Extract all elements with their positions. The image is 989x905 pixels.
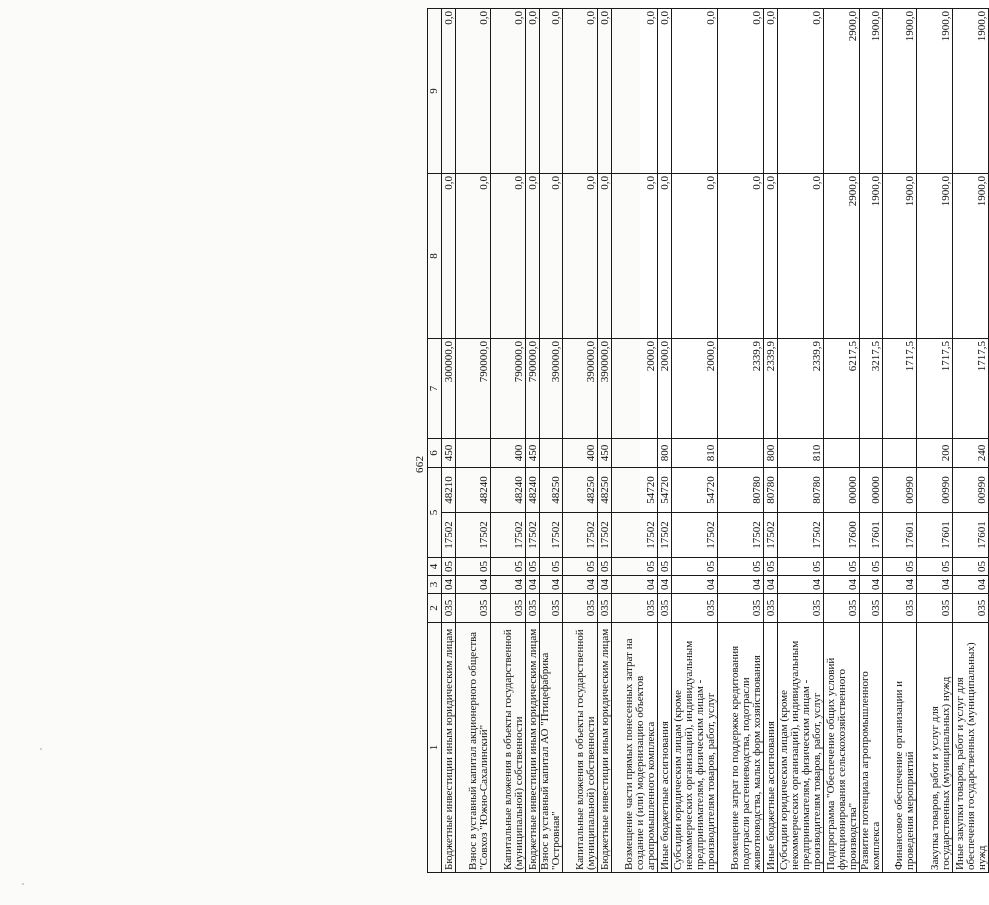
row-value-cell: 80780 xyxy=(718,468,764,513)
row-value-cell: 2339,9 xyxy=(718,339,764,439)
row-value-cell: 04 xyxy=(491,576,526,594)
row-value-cell: 04 xyxy=(764,576,778,594)
row-value-cell: 04 xyxy=(860,576,883,594)
row-name-cell: Взнос в уставный капитал АО "Птицефабрика "Островная" xyxy=(540,623,563,873)
row-value-cell xyxy=(860,439,883,468)
row-value-cell: 2339,9 xyxy=(764,339,778,439)
row-value-cell: 2900,0 xyxy=(824,9,860,174)
row-value-cell xyxy=(456,439,491,468)
table-row xyxy=(672,9,718,873)
row-value-cell: 6217,5 xyxy=(824,339,860,439)
table-row xyxy=(917,9,953,873)
row-value-cell: 790000,0 xyxy=(526,339,540,439)
row-value-cell: 0,0 xyxy=(718,174,764,339)
row-value-cell: 17601 xyxy=(860,513,883,558)
row-value-cell: 390000,0 xyxy=(563,339,598,439)
row-value-cell: 00990 xyxy=(953,468,989,513)
table-row xyxy=(598,9,612,873)
row-value-cell: 0,0 xyxy=(442,174,456,339)
row-value-cell: 48240 xyxy=(526,468,540,513)
row-name-cell: Бюджетные инвестиции иным юридическим лицам xyxy=(526,623,540,873)
row-value-cell: 0,0 xyxy=(540,174,563,339)
row-value-cell: 17502 xyxy=(540,513,563,558)
row-value-cell: 0,0 xyxy=(563,174,598,339)
row-value-cell: 04 xyxy=(824,576,860,594)
row-value-cell: 17502 xyxy=(456,513,491,558)
row-name-cell: Подпрограмма "Обеспечение общих условий функционирования сельскохозяйственного производства" xyxy=(824,623,860,873)
row-value-cell: 48240 xyxy=(456,468,491,513)
row-value-cell: 035 xyxy=(491,594,526,623)
row-value-cell: 0,0 xyxy=(612,174,658,339)
row-value-cell: 800 xyxy=(764,439,778,468)
row-value-cell: 0,0 xyxy=(778,174,824,339)
row-value-cell: 04 xyxy=(672,576,718,594)
row-value-cell: 0,0 xyxy=(764,9,778,174)
header-cell: 7 xyxy=(428,339,442,439)
row-value-cell: 04 xyxy=(778,576,824,594)
row-value-cell: 035 xyxy=(824,594,860,623)
row-value-cell: 17601 xyxy=(917,513,953,558)
header-cell: 8 xyxy=(428,174,442,339)
row-value-cell: 1900,0 xyxy=(953,9,989,174)
row-value-cell: 05 xyxy=(718,558,764,576)
row-value-cell: 035 xyxy=(563,594,598,623)
row-value-cell: 54720 xyxy=(672,468,718,513)
row-value-cell: 0,0 xyxy=(778,9,824,174)
row-name-cell: Иные бюджетные ассигнования xyxy=(658,623,672,873)
row-value-cell: 05 xyxy=(778,558,824,576)
row-name-cell: Возмещение части прямых понесенных затрат на создание и (или) модернизацию объектов агропромышленного комплекса xyxy=(612,623,658,873)
row-name-cell: Субсидии юридическим лицам (кроме некоммерческих организаций), индивидуальным предпринимателям, физическим лицам - производителям товаров, работ, услуг xyxy=(672,623,718,873)
row-value-cell: 035 xyxy=(672,594,718,623)
row-name-cell: Капитальные вложения в объекты государственной (муниципальной) собственности xyxy=(491,623,526,873)
row-value-cell: 80780 xyxy=(778,468,824,513)
row-value-cell: 04 xyxy=(612,576,658,594)
row-name-cell: Бюджетные инвестиции иным юридическим лицам xyxy=(598,623,612,873)
row-value-cell: 790000,0 xyxy=(491,339,526,439)
row-value-cell: 05 xyxy=(491,558,526,576)
row-name-cell: Субсидии юридическим лицам (кроме некоммерческих организаций), индивидуальным предпринимателям, физическим лицам - производителям товаров, работ, услуг xyxy=(778,623,824,873)
budget-table xyxy=(427,8,989,873)
row-name-cell: Взнос в уставный капитал акционерного общества "Совхоз "Южно-Сахалинский" xyxy=(456,623,491,873)
header-cell: 1 xyxy=(428,623,442,873)
row-value-cell: 790000,0 xyxy=(456,339,491,439)
row-value-cell: 04 xyxy=(540,576,563,594)
row-value-cell: 17502 xyxy=(778,513,824,558)
table-row xyxy=(442,9,456,873)
row-value-cell: 390000,0 xyxy=(540,339,563,439)
row-value-cell: 810 xyxy=(672,439,718,468)
row-value-cell: 400 xyxy=(563,439,598,468)
row-value-cell: 05 xyxy=(540,558,563,576)
page-number: 662 xyxy=(414,455,426,473)
row-value-cell: 035 xyxy=(953,594,989,623)
row-value-cell: 48250 xyxy=(540,468,563,513)
row-value-cell: 17502 xyxy=(442,513,456,558)
row-value-cell: 2900,0 xyxy=(824,174,860,339)
row-value-cell: 05 xyxy=(658,558,672,576)
row-value-cell: 04 xyxy=(953,576,989,594)
table-row xyxy=(526,9,540,873)
row-value-cell: 035 xyxy=(540,594,563,623)
table-row xyxy=(764,9,778,873)
row-value-cell: 17502 xyxy=(563,513,598,558)
row-value-cell: 00000 xyxy=(824,468,860,513)
row-value-cell: 2000,0 xyxy=(612,339,658,439)
row-value-cell: 17502 xyxy=(526,513,540,558)
table-row xyxy=(778,9,824,873)
row-value-cell: 17502 xyxy=(658,513,672,558)
row-value-cell: 035 xyxy=(442,594,456,623)
row-value-cell: 450 xyxy=(442,439,456,468)
row-value-cell: 48240 xyxy=(491,468,526,513)
row-value-cell: 035 xyxy=(456,594,491,623)
row-value-cell: 035 xyxy=(860,594,883,623)
row-value-cell: 04 xyxy=(917,576,953,594)
row-value-cell: 48250 xyxy=(598,468,612,513)
row-value-cell: 17502 xyxy=(491,513,526,558)
row-name-cell: Развитие потенциала агропромышленного комплекса xyxy=(860,623,883,873)
row-value-cell: 0,0 xyxy=(540,9,563,174)
row-value-cell: 04 xyxy=(718,576,764,594)
row-value-cell: 17502 xyxy=(764,513,778,558)
row-value-cell: 0,0 xyxy=(672,174,718,339)
header-cell: 4 xyxy=(428,558,442,576)
row-value-cell: 2000,0 xyxy=(658,339,672,439)
row-value-cell: 1717,5 xyxy=(953,339,989,439)
row-value-cell xyxy=(612,439,658,468)
row-value-cell: 04 xyxy=(442,576,456,594)
row-value-cell: 05 xyxy=(442,558,456,576)
table-row xyxy=(540,9,563,873)
row-value-cell: 400 xyxy=(491,439,526,468)
row-value-cell: 300000,0 xyxy=(442,339,456,439)
row-value-cell: 04 xyxy=(883,576,917,594)
row-value-cell: 240 xyxy=(953,439,989,468)
row-value-cell: 05 xyxy=(563,558,598,576)
header-cell: 3 xyxy=(428,576,442,594)
row-value-cell xyxy=(883,439,917,468)
row-value-cell: 05 xyxy=(953,558,989,576)
row-value-cell: 04 xyxy=(658,576,672,594)
row-value-cell: 035 xyxy=(526,594,540,623)
table-row xyxy=(491,9,526,873)
row-value-cell: 0,0 xyxy=(563,9,598,174)
row-value-cell: 04 xyxy=(526,576,540,594)
row-value-cell: 810 xyxy=(778,439,824,468)
row-value-cell: 00000 xyxy=(860,468,883,513)
row-name-cell: Капитальные вложения в объекты государственной (муниципальной) собственности xyxy=(563,623,598,873)
header-cell: 9 xyxy=(428,9,442,174)
row-value-cell: 00990 xyxy=(917,468,953,513)
row-value-cell: 0,0 xyxy=(612,9,658,174)
row-value-cell: 04 xyxy=(598,576,612,594)
row-value-cell: 035 xyxy=(658,594,672,623)
row-value-cell: 2000,0 xyxy=(672,339,718,439)
row-value-cell: 1717,5 xyxy=(917,339,953,439)
row-value-cell: 0,0 xyxy=(598,9,612,174)
row-name-cell: Финансовое обеспечение организации и проведения мероприятий xyxy=(883,623,917,873)
row-value-cell: 05 xyxy=(526,558,540,576)
header-cell: 5 xyxy=(428,468,442,558)
row-value-cell: 1900,0 xyxy=(917,174,953,339)
row-value-cell: 0,0 xyxy=(526,9,540,174)
table-row xyxy=(953,9,989,873)
row-value-cell: 035 xyxy=(778,594,824,623)
row-value-cell: 1900,0 xyxy=(883,174,917,339)
scan-speck xyxy=(40,748,42,750)
row-name-cell: Иные закупки товаров, работ и услуг для обеспечения государственных (муниципальных) нужд xyxy=(953,623,989,873)
row-value-cell: 1900,0 xyxy=(883,9,917,174)
row-value-cell: 035 xyxy=(764,594,778,623)
row-value-cell: 17502 xyxy=(598,513,612,558)
row-value-cell: 0,0 xyxy=(526,174,540,339)
row-value-cell: 0,0 xyxy=(718,9,764,174)
table-body xyxy=(428,9,989,873)
row-value-cell: 05 xyxy=(456,558,491,576)
row-value-cell: 0,0 xyxy=(764,174,778,339)
row-value-cell: 1900,0 xyxy=(953,174,989,339)
row-value-cell: 04 xyxy=(456,576,491,594)
row-value-cell: 80780 xyxy=(764,468,778,513)
row-value-cell: 54720 xyxy=(658,468,672,513)
row-value-cell: 05 xyxy=(598,558,612,576)
row-value-cell xyxy=(540,439,563,468)
row-value-cell: 0,0 xyxy=(456,9,491,174)
row-value-cell: 05 xyxy=(883,558,917,576)
row-value-cell: 035 xyxy=(718,594,764,623)
row-value-cell: 05 xyxy=(917,558,953,576)
row-value-cell: 1717,5 xyxy=(883,339,917,439)
row-value-cell: 17502 xyxy=(672,513,718,558)
row-value-cell: 035 xyxy=(883,594,917,623)
row-value-cell: 0,0 xyxy=(672,9,718,174)
table-row xyxy=(456,9,491,873)
row-value-cell: 2339,9 xyxy=(778,339,824,439)
row-value-cell: 0,0 xyxy=(442,9,456,174)
row-value-cell: 450 xyxy=(526,439,540,468)
row-value-cell: 450 xyxy=(598,439,612,468)
row-value-cell: 200 xyxy=(917,439,953,468)
row-value-cell xyxy=(718,439,764,468)
table-row xyxy=(824,9,860,873)
row-value-cell: 0,0 xyxy=(491,9,526,174)
header-row xyxy=(428,9,442,873)
header-cell: 2 xyxy=(428,594,442,623)
table-row xyxy=(658,9,672,873)
row-value-cell: 54720 xyxy=(612,468,658,513)
table-row xyxy=(883,9,917,873)
row-value-cell: 800 xyxy=(658,439,672,468)
row-name-cell: Бюджетные инвестиции иным юридическим лицам xyxy=(442,623,456,873)
row-name-cell: Возмещение затрат по поддержке кредитования подотрасли растениеводства, подотрасли животноводства, малых форм хозяйствования xyxy=(718,623,764,873)
row-value-cell: 1900,0 xyxy=(860,9,883,174)
row-value-cell: 04 xyxy=(563,576,598,594)
table-row xyxy=(860,9,883,873)
table-row xyxy=(612,9,658,873)
row-name-cell: Иные бюджетные ассигнования xyxy=(764,623,778,873)
row-value-cell: 05 xyxy=(612,558,658,576)
row-value-cell: 05 xyxy=(672,558,718,576)
row-value-cell: 17600 xyxy=(824,513,860,558)
row-value-cell xyxy=(824,439,860,468)
row-value-cell: 05 xyxy=(860,558,883,576)
row-value-cell: 0,0 xyxy=(598,174,612,339)
row-value-cell: 05 xyxy=(824,558,860,576)
row-value-cell: 0,0 xyxy=(658,9,672,174)
row-value-cell: 17601 xyxy=(953,513,989,558)
scan-speck xyxy=(22,883,24,885)
table-row xyxy=(718,9,764,873)
row-value-cell: 035 xyxy=(917,594,953,623)
row-value-cell: 05 xyxy=(764,558,778,576)
row-value-cell: 00990 xyxy=(883,468,917,513)
row-value-cell: 390000,0 xyxy=(598,339,612,439)
row-value-cell: 48210 xyxy=(442,468,456,513)
row-value-cell: 035 xyxy=(598,594,612,623)
header-cell: 6 xyxy=(428,439,442,468)
row-value-cell: 035 xyxy=(612,594,658,623)
row-value-cell: 0,0 xyxy=(491,174,526,339)
table-row xyxy=(563,9,598,873)
row-value-cell: 17502 xyxy=(718,513,764,558)
row-value-cell: 17601 xyxy=(883,513,917,558)
row-value-cell: 17502 xyxy=(612,513,658,558)
row-value-cell: 3217,5 xyxy=(860,339,883,439)
row-value-cell: 48250 xyxy=(563,468,598,513)
row-value-cell: 0,0 xyxy=(658,174,672,339)
row-name-cell: Закупка товаров, работ и услуг для государственных (муниципальных) нужд xyxy=(917,623,953,873)
row-value-cell: 0,0 xyxy=(456,174,491,339)
row-value-cell: 1900,0 xyxy=(860,174,883,339)
row-value-cell: 1900,0 xyxy=(917,9,953,174)
